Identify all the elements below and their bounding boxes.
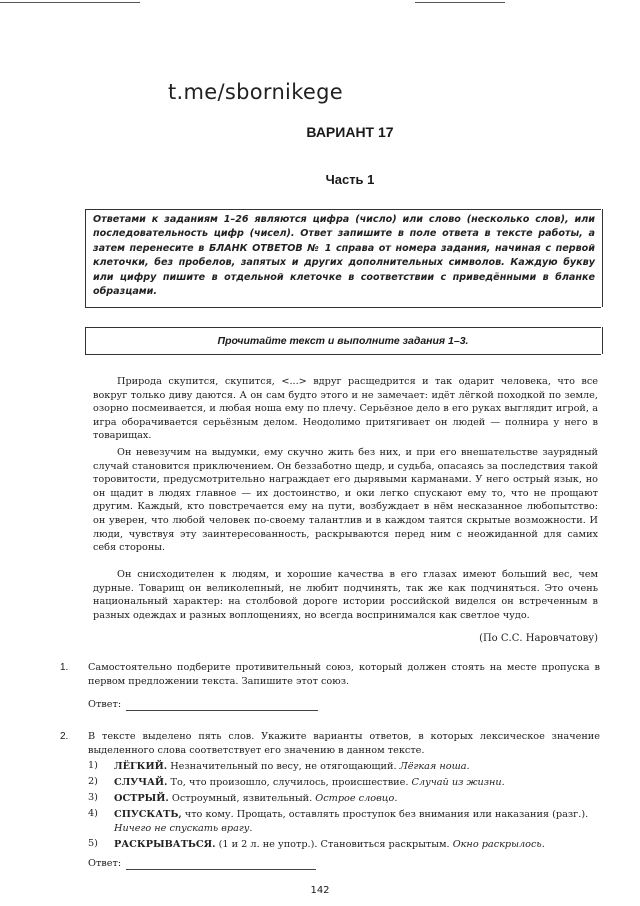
option-5	[114, 838, 600, 852]
variant-title: ВАРИАНТ 17	[306, 124, 394, 140]
watermark: t.me/sbornikege	[168, 80, 343, 104]
question-2-number: 2.	[60, 731, 69, 742]
question-1-number: 1.	[60, 662, 69, 673]
option-1	[114, 760, 600, 774]
option-2-number: 2)	[88, 776, 98, 787]
part-title: Часть 1	[325, 172, 375, 187]
option-5-word: РАСКРЫВАТЬСЯ.	[114, 839, 216, 850]
instructions-bottom-rule	[85, 307, 601, 308]
text-paragraph-1: Природа скупится, скупится, <...> вдруг расщедрится и так одарит человека, что все вокруг только диву даются. А он сам будто этого и не замечает: идёт лёгкой походкой по земле, озорно посмеивается, и любая ноша ему по плечу. Серьёзное дело в его руках выглядит игрой, а игра оборачивается серьёзным делом. Неодолимо притягивает он людей — полнира у него в товарищах.	[93, 376, 598, 442]
option-3-word: ОСТРЫЙ.	[114, 793, 169, 804]
option-4-definition: что кому. Прощать, оставлять проступок без внимания или наказания (разг.).	[181, 809, 589, 820]
page-number: 142	[310, 885, 330, 896]
option-2-definition: То, что произошло, случилось, происшествие.	[167, 777, 409, 788]
option-4-word: СПУСКАТЬ,	[114, 809, 182, 820]
text-paragraph-3: Он снисходителен к людям, и хорошие качества в его глазах имеют больший вес, чем дурные. Товарищ он великолепный, не любит подчинять, так же как подчиняться. Это очень национальный характер: на столбовой дороге истории российской виделся он встреченным в разных одеждах и разных воплощениях, но всегда воспринимался как светлое чудо.	[93, 569, 598, 621]
question-1-answer-label: Ответ:	[88, 699, 122, 710]
option-5-example: Окно раскрылось.	[449, 839, 545, 850]
option-3-example: Острое словцо.	[312, 793, 398, 804]
option-3-definition: Остроумный, язвительный.	[168, 793, 313, 804]
option-5-definition: (1 и 2 л. не употр.). Становиться раскрытым.	[215, 839, 450, 850]
question-2-text: В тексте выделено пять слов. Укажите варианты ответов, в которых лексическое значение выделенного слова соответствует его значению в данном тексте.	[88, 731, 600, 756]
option-1-word: ЛЁГКИЙ.	[114, 761, 168, 772]
question-2-answer-line[interactable]	[126, 869, 316, 870]
option-1-number: 1)	[88, 760, 98, 771]
option-4	[114, 808, 600, 836]
text-author: (По С.С. Наровчатову)	[479, 633, 598, 644]
option-1-definition: Незначительный по весу, не отягощающий.	[167, 761, 397, 772]
top-rule-right	[415, 2, 505, 3]
option-2	[114, 776, 600, 790]
top-rule-left	[0, 2, 140, 3]
option-4-example: Ничего не спускать врагу.	[114, 823, 253, 834]
instructions-text: Ответами к заданиям 1–26 являются цифра (число) или слово (несколько слов), или последовательность цифр (чисел). Ответ запишите в поле ответа в тексте работы, а затем перенесите в БЛАНК ОТВЕТОВ № 1 справа от номера задания, начиная с первой клеточки, без пробелов, запятых и других дополнительных символов. Каждую букву или цифру пишите в отдельной клеточке в соответствии с приведёнными в бланке образцами.	[93, 214, 595, 298]
text-paragraph-2: Он невезучим на выдумки, ему скучно жить без них, и при его внешательстве заурядный случай становится приключением. Он беззаботно щедр, и судьба, опасаясь за последствия такой торовитости, предусмотрительно награждает его дырявыми карманами. У него острый язык, но он щадит в людях главное — их достоинство, и оки легко спускают ему то, что не прощают другим. Каждый, кто повстречается ему на пути, возбуждает в нём несказанное любопытство: он уверен, что любой человек по-своему талантлив и в каждом таятся скрытые возможности. И люди, чувствуя эту заинтересованность, раскрываются перед ним с неожиданной для самих себя стороны.	[93, 447, 598, 554]
option-2-example: Случай из жизни.	[408, 777, 505, 788]
option-5-number: 5)	[88, 838, 98, 849]
question-1-text: Самостоятельно подберите противительный союз, который должен стоять на месте пропуска в первом предложении текста. Запишите этот союз.	[88, 662, 600, 687]
task-header: Прочитайте текст и выполните задания 1–3.	[217, 335, 469, 347]
question-1-answer-line[interactable]	[126, 710, 318, 711]
task-box-bottom-rule	[85, 354, 601, 355]
option-3	[114, 792, 600, 806]
question-2-answer-label: Ответ:	[88, 858, 122, 869]
option-1-example: Лёгкая ноша.	[396, 761, 470, 772]
option-2-word: СЛУЧАЙ.	[114, 777, 168, 788]
option-4-number: 4)	[88, 808, 98, 819]
option-3-number: 3)	[88, 792, 98, 803]
